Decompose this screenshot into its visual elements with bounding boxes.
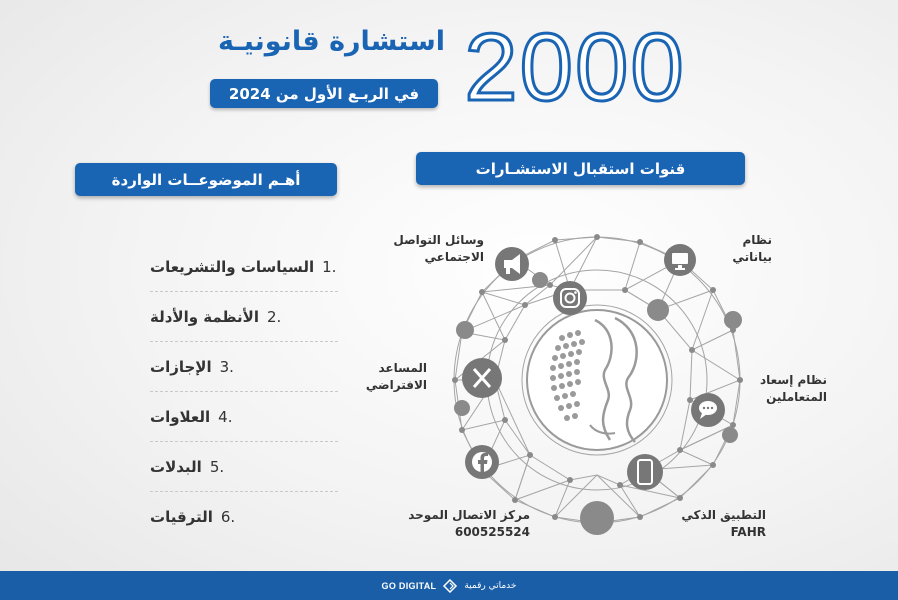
- channel-call-center-label: [400, 507, 530, 541]
- social-media-icon: [495, 247, 529, 281]
- channel-social-line2: الاجتماعي: [424, 250, 484, 264]
- topic-label: البدلات: [150, 457, 202, 476]
- instagram-icon: [553, 281, 587, 315]
- topic-label: العلاوات: [150, 407, 211, 426]
- channel-bayanati-line1: نظام: [742, 233, 772, 247]
- go-digital-logo-icon: [442, 579, 458, 593]
- list-item: [150, 342, 338, 392]
- topic-label: الأنظمة والأدلة: [150, 307, 259, 326]
- channel-smart-app-line2: FAHR: [730, 525, 766, 539]
- channel-smart-app-label: [680, 507, 766, 541]
- channel-assistant-label: [345, 360, 427, 394]
- footer-arabic-tagline: خدماتي رقمية: [464, 580, 517, 591]
- channel-social-line1: وسائل التواصل: [393, 233, 484, 247]
- topics-title: أهـم الموضوعــات الواردة: [75, 163, 337, 196]
- x-twitter-icon: [462, 358, 502, 398]
- topic-label: السياسات والتشريعات: [150, 257, 315, 276]
- headline: استشارة قانونيـة: [218, 26, 445, 57]
- channel-call-center-line1: مركز الاتصال الموحد: [408, 508, 530, 522]
- topic-label: الترقيات: [150, 507, 213, 526]
- channel-bayanati-line2: بياناتي: [732, 250, 772, 264]
- channel-assistant-line2: الافتراضي: [365, 378, 427, 392]
- channel-bayanati-label: [700, 232, 772, 266]
- list-item: [150, 492, 338, 541]
- topic-number: 4.: [218, 407, 233, 426]
- channel-assistant-line1: المساعد: [378, 361, 427, 375]
- channels-title: قنوات استقبال الاستشـارات: [416, 152, 745, 185]
- monitor-icon: [664, 244, 696, 276]
- chat-icon: [691, 393, 725, 427]
- topic-number: 6.: [220, 507, 236, 526]
- facebook-icon: [465, 445, 499, 479]
- channel-smart-app-line1: التطبيق الذكي: [681, 508, 766, 522]
- list-item: [150, 442, 338, 492]
- topic-number: 3.: [219, 357, 234, 376]
- channel-social-label: [360, 232, 484, 266]
- list-item: [150, 292, 338, 342]
- topic-number: 2.: [267, 307, 282, 326]
- list-item: [150, 242, 338, 292]
- channel-isaad-label: [755, 372, 827, 406]
- smartphone-icon: [627, 454, 663, 490]
- topic-number: 5.: [209, 457, 225, 476]
- big-number: 2000: [464, 14, 686, 121]
- topic-number: 1.: [322, 257, 337, 276]
- channel-isaad-line2: المتعاملين: [766, 390, 827, 404]
- channel-call-center-number: 600525524: [454, 525, 530, 539]
- list-item: [150, 392, 338, 442]
- center-emblem: [527, 310, 667, 450]
- footer-brand: GO DIGITAL: [381, 580, 437, 591]
- channel-isaad-line1: نظام إسعاد: [759, 373, 827, 387]
- topics-list: [150, 242, 338, 541]
- footer-bar: [0, 571, 898, 600]
- topic-label: الإجازات: [150, 357, 212, 376]
- subtitle-pill: في الربـع الأول من 2024: [210, 79, 438, 108]
